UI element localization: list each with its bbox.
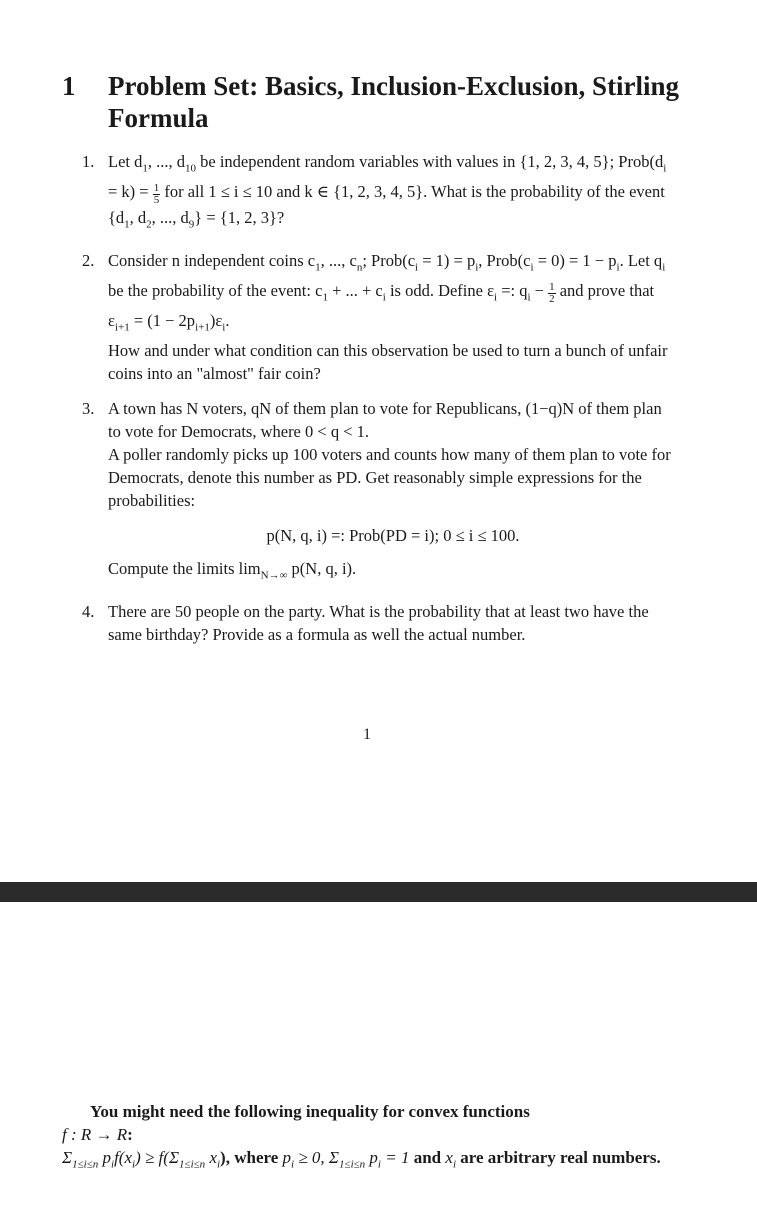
fraction-numerator: 1	[549, 280, 555, 293]
section-title: Problem Set: Basics, Inclusion-Exclusion, Stirling Formula	[108, 71, 680, 133]
math-text	[62, 1148, 221, 1171]
problem-text: A town has N voters, qN of them plan to vote for Republicans, (1−q)N of them plan to vote for Democrats, where 0 < q < 1.	[108, 399, 662, 442]
note-text: where	[229, 1148, 283, 1167]
problem-text: be independent random variables with values in {1, 2, 3, 4, 5}; Prob(d	[196, 152, 664, 171]
note-text: and	[409, 1148, 446, 1167]
problem-text: −	[530, 280, 549, 300]
subscript: i	[530, 260, 534, 273]
subscript: i	[291, 1158, 295, 1171]
subscript: N→∞	[260, 569, 288, 582]
problem-text: = 0) = 1 − p	[533, 250, 617, 270]
equation-text: .	[225, 311, 230, 331]
problem-number: 2.	[82, 250, 95, 270]
note-line	[62, 1146, 672, 1176]
subscript: 10	[185, 162, 196, 175]
subscript: i	[377, 1158, 381, 1171]
convexity-note	[62, 1100, 672, 1176]
problem-text: Compute the limits lim	[108, 559, 261, 579]
subscript: i	[415, 260, 419, 273]
subscript: 1	[124, 218, 130, 231]
math-text	[445, 1148, 456, 1171]
fraction-denominator: 5	[153, 194, 160, 207]
subscript: 1≤i≤n	[72, 1158, 99, 1171]
subscript: i+1	[114, 321, 130, 334]
subscript: i	[527, 291, 531, 304]
subscript: 1	[315, 260, 321, 273]
math-part: ≥ 0, Σ	[294, 1148, 340, 1167]
subscript: 1≤i≤n	[179, 1158, 206, 1171]
note-text: are arbitrary real numbers.	[456, 1148, 661, 1167]
note-line: You might need the following inequality for convex functions	[90, 1102, 530, 1121]
problem-text: is odd. Define ε	[385, 280, 495, 300]
problem-text: , Prob(c	[478, 250, 531, 270]
subscript: i	[475, 260, 479, 273]
fraction	[548, 282, 556, 305]
problem-text: p(N, q, i).	[287, 559, 357, 579]
problem-text: How and under what condition can this observation be used to turn a bunch of unfair coins into an "almost" fair coin?	[108, 341, 668, 384]
fraction-numerator: 1	[153, 182, 160, 195]
problem-1	[82, 150, 678, 237]
math-part: x	[205, 1148, 217, 1167]
subscript: 1	[142, 162, 148, 175]
problem-text: Consider n independent coins c	[108, 250, 316, 270]
problem-text: , ..., c	[320, 250, 357, 270]
equation-text: ε	[108, 311, 115, 331]
problem-3	[82, 397, 678, 587]
equation-text: = (1 − 2p	[129, 311, 196, 331]
problem-text: + ... + c	[327, 280, 383, 300]
subscript: i	[222, 321, 226, 334]
problem-text: = 1) = p	[418, 250, 476, 270]
subscript: i	[452, 1158, 456, 1171]
subscript: i	[662, 260, 666, 273]
problem-4	[82, 600, 678, 646]
problem-text: } = {1, 2, 3}?	[194, 208, 285, 228]
subscript: i+1	[195, 321, 210, 334]
math-text: f : R → R	[62, 1125, 128, 1144]
display-equation: p(N, q, i) =: Prob(PD = i); 0 ≤ i ≤ 100.	[266, 526, 520, 546]
math-part: x	[445, 1148, 453, 1167]
problem-text: . Let q	[619, 250, 663, 270]
note-line	[62, 1123, 672, 1146]
subscript: i	[494, 291, 498, 304]
fraction-denominator: 2	[549, 292, 555, 305]
equation-text: )ε	[209, 311, 223, 331]
problem-text: , d	[129, 208, 147, 228]
problem-number: 3.	[82, 399, 95, 419]
subscript: 2	[146, 218, 152, 231]
problem-text: , ..., d	[151, 208, 189, 228]
problem-text: and prove that	[555, 280, 655, 300]
problem-2	[82, 249, 678, 386]
subscript: i	[111, 1158, 115, 1171]
subscript: i	[663, 162, 667, 175]
problem-text: There are 50 people on the party. What is the probability that at least two have the same birthday? Provide as a formula as well the actual number.	[108, 601, 649, 644]
math-part: = 1	[380, 1148, 410, 1167]
math-part: p	[365, 1148, 378, 1167]
problem-text: be the probability of the event: c	[108, 280, 323, 300]
problem-text: Let d	[108, 152, 143, 171]
section-number: 1	[62, 71, 76, 101]
subscript: n	[356, 260, 363, 273]
subscript: 1≤i≤n	[339, 1158, 366, 1171]
subscript: 9	[188, 218, 195, 231]
problem-text: = k) =	[108, 182, 153, 202]
note-text: :	[127, 1125, 133, 1144]
problem-list	[82, 150, 678, 658]
subscript: i	[216, 1158, 221, 1171]
math-part: p	[282, 1148, 292, 1167]
math-part: p	[98, 1148, 111, 1167]
problem-text: , ..., d	[147, 152, 185, 171]
subscript: i	[132, 1158, 136, 1171]
subscript: i	[616, 260, 620, 273]
math-part: Σ	[62, 1148, 73, 1167]
problem-number: 4.	[82, 601, 95, 621]
problem-text: =: q	[497, 280, 528, 300]
page-number: 1	[363, 726, 371, 743]
page-divider	[0, 882, 757, 902]
subscript: i	[382, 291, 386, 304]
problem-number: 1.	[82, 152, 95, 171]
subscript: 1	[322, 291, 328, 304]
note-text: ),	[220, 1148, 230, 1167]
problem-text: A poller randomly picks up 100 voters and counts how many of them plan to vote for Democrats, denote this number as PD. Get reasonably simple expressions for the probabilities:	[108, 445, 671, 511]
problem-text: ; Prob(c	[362, 250, 416, 270]
math-text	[282, 1148, 410, 1171]
math-part: ) ≥ f(Σ	[135, 1148, 180, 1167]
problem-text: for all 1 ≤ i ≤ 10 and k ∈ {1, 2, 3, 4, 5}. What is the probability of the event {d	[108, 182, 665, 228]
math-part: f(x	[114, 1148, 132, 1167]
